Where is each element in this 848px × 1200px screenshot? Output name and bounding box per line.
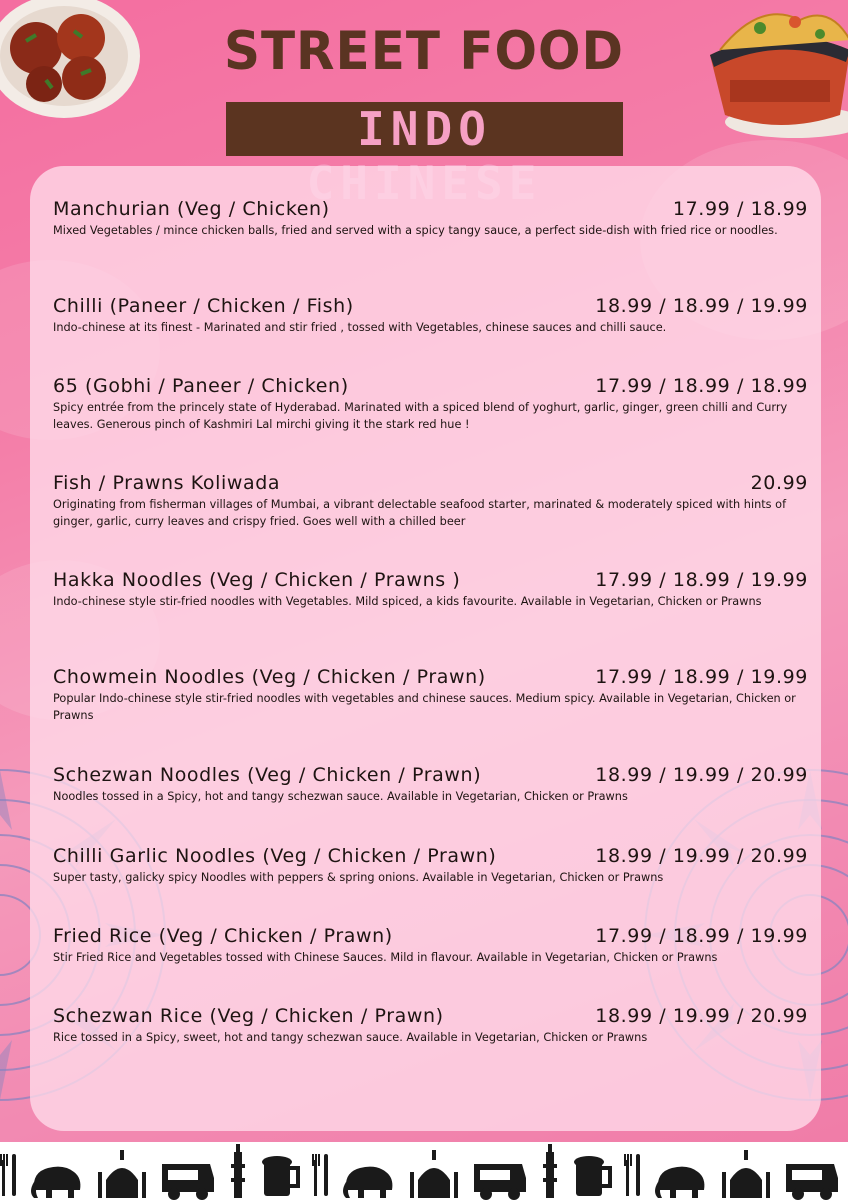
- item-name: 65 (Gobhi / Paneer / Chicken): [53, 375, 349, 397]
- taj-mahal-icon: [722, 1150, 770, 1198]
- elephant-icon: [343, 1167, 392, 1198]
- item-price: 20.99: [750, 472, 808, 494]
- food-truck-icon: [474, 1164, 526, 1200]
- menu-title-street-food: STREET FOOD: [223, 20, 625, 82]
- item-description: Indo-chinese at its finest - Marinated and stir fried , tossed with Vegetables, chinese sauces and chilli sauce.: [53, 321, 667, 334]
- item-price: 18.99 / 19.99 / 20.99: [595, 845, 808, 867]
- item-name: Chowmein Noodles (Veg / Chicken / Prawn): [53, 666, 486, 688]
- beer-mug-icon: [262, 1156, 298, 1196]
- item-description: Popular Indo-chinese style stir-fried noodles with vegetables and chinese sauces. Medium spicy. Available in Vegetarian, Chicken or Prawns: [53, 692, 796, 722]
- item-name: Chilli (Paneer / Chicken / Fish): [53, 295, 354, 317]
- fork-knife-icon: [312, 1154, 328, 1196]
- item-description: Originating from fisherman villages of Mumbai, a vibrant delectable seafood starter, marinated & moderately spiced with hints of ginger, garlic, curry leaves and crispy fried. Goes well with a chilled beer: [53, 498, 787, 528]
- item-name: Schezwan Rice (Veg / Chicken / Prawn): [53, 1005, 444, 1027]
- food-truck-icon: [162, 1164, 214, 1200]
- footer-border: [0, 1142, 848, 1200]
- item-name: Chilli Garlic Noodles (Veg / Chicken / Prawn): [53, 845, 497, 867]
- item-name: Fried Rice (Veg / Chicken / Prawn): [53, 925, 393, 947]
- menu-header: [0, 0, 848, 165]
- menu-title-banner: [226, 102, 623, 156]
- minaret-icon: [231, 1144, 245, 1198]
- item-name: Manchurian (Veg / Chicken): [53, 198, 330, 220]
- item-price: 17.99 / 18.99 / 18.99: [595, 375, 808, 397]
- item-price: 18.99 / 19.99 / 20.99: [595, 1005, 808, 1027]
- item-price: 17.99 / 18.99: [672, 198, 808, 220]
- elephant-icon: [31, 1167, 80, 1198]
- item-name: Hakka Noodles (Veg / Chicken / Prawns ): [53, 569, 461, 591]
- item-price: 17.99 / 18.99 / 19.99: [595, 666, 808, 688]
- fork-knife-icon: [624, 1154, 640, 1196]
- item-description: Spicy entrée from the princely state of Hyderabad. Marinated with a spiced blend of yoghurt, garlic, ginger, green chilli and Curry leaves. Generous pinch of Kashmiri Lal mirchi giving it the stark red hue !: [53, 401, 788, 431]
- elephant-icon: [655, 1167, 704, 1198]
- item-name: Fish / Prawns Koliwada: [53, 472, 281, 494]
- item-description: Indo-chinese style stir-fried noodles with Vegetables. Mild spiced, a kids favourite. Available in Vegetarian, Chicken or Prawns: [53, 595, 762, 608]
- item-price: 17.99 / 18.99 / 19.99: [595, 569, 808, 591]
- food-truck-icon: [786, 1164, 838, 1200]
- item-description: Stir Fried Rice and Vegetables tossed with Chinese Sauces. Mild in flavour. Available in Vegetarian, Chicken or Prawns: [53, 951, 718, 964]
- beer-mug-icon: [574, 1156, 610, 1196]
- item-description: Rice tossed in a Spicy, sweet, hot and tangy schezwan sauce. Available in Vegetarian, Chicken or Prawns: [53, 1031, 648, 1044]
- noodles-box-icon: [700, 0, 848, 145]
- item-description: Noodles tossed in a Spicy, hot and tangy schezwan sauce. Available in Vegetarian, Chicken or Prawns: [53, 790, 628, 803]
- item-price: 18.99 / 18.99 / 19.99: [595, 295, 808, 317]
- taj-mahal-icon: [98, 1150, 146, 1198]
- item-description: Super tasty, galicky spicy Noodles with peppers & spring onions. Available in Vegetarian, Chicken or Prawns: [53, 871, 664, 884]
- taj-mahal-icon: [410, 1150, 458, 1198]
- item-description: Mixed Vegetables / mince chicken balls, fried and served with a spicy tangy sauce, a perfect side-dish with fried rice or noodles.: [53, 224, 778, 237]
- item-name: Schezwan Noodles (Veg / Chicken / Prawn): [53, 764, 482, 786]
- menu-title-indo-chinese: INDO: [357, 102, 492, 156]
- item-price: 18.99 / 19.99 / 20.99: [595, 764, 808, 786]
- minaret-icon: [543, 1144, 557, 1198]
- fork-knife-icon: [0, 1154, 16, 1196]
- footer-silhouettes: [0, 1142, 848, 1200]
- item-price: 17.99 / 18.99 / 19.99: [595, 925, 808, 947]
